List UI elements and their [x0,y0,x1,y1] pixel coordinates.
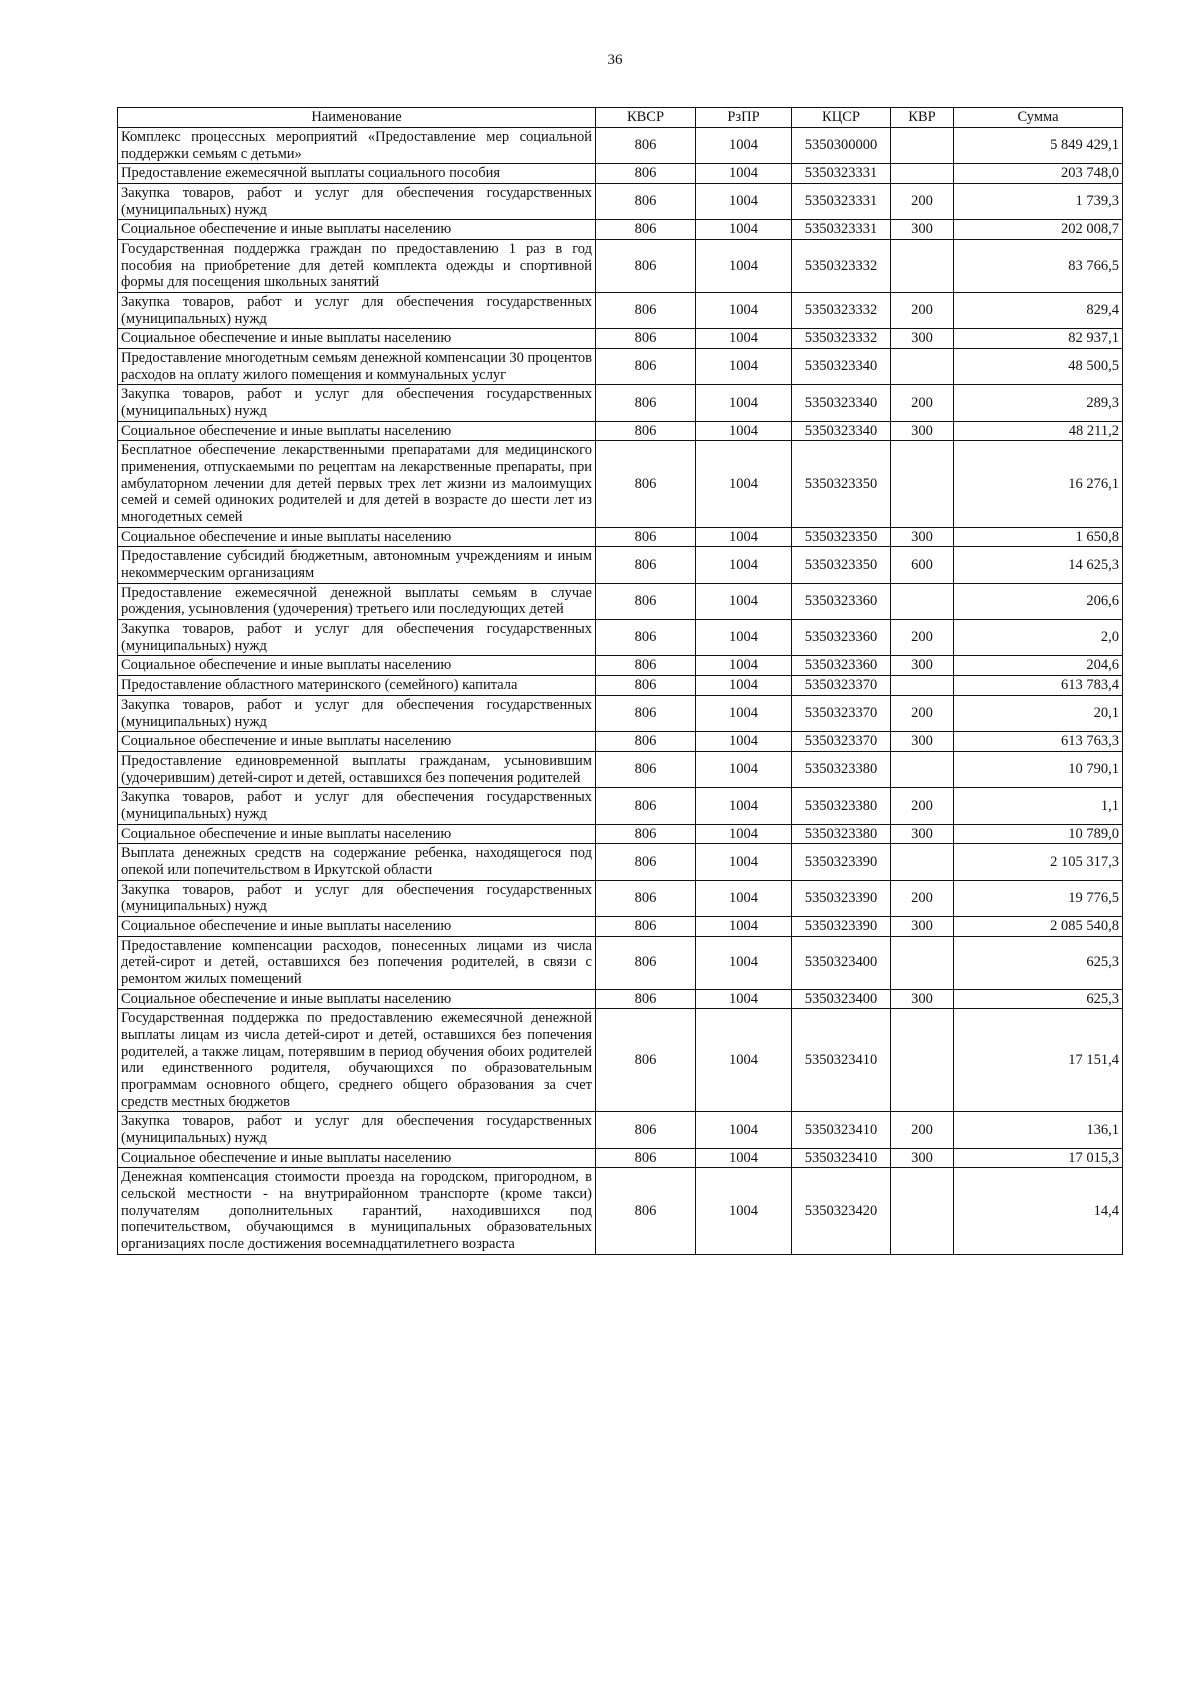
kvsr-cell: 806 [596,527,696,547]
table-row [118,527,1123,547]
kvsr-cell: 806 [596,1112,696,1148]
table-row [118,421,1123,441]
name-cell: Социальное обеспечение и иные выплаты населению [118,220,596,240]
name-cell: Социальное обеспечение и иные выплаты населению [118,527,596,547]
name-cell: Социальное обеспечение и иные выплаты населению [118,732,596,752]
kcsr-cell: 5350323332 [792,329,891,349]
kcsr-cell: 5350323370 [792,676,891,696]
kcsr-cell: 5350323331 [792,220,891,240]
kvr-cell [891,844,954,880]
kvsr-cell: 806 [596,936,696,989]
kvsr-cell: 806 [596,695,696,731]
kvr-cell: 300 [891,824,954,844]
kcsr-cell: 5350323380 [792,824,891,844]
kcsr-cell: 5350323350 [792,547,891,583]
sum-cell: 20,1 [954,695,1123,731]
sum-cell: 17 151,4 [954,1009,1123,1112]
kvr-cell: 600 [891,547,954,583]
column-header-kvsr: КВСР [596,108,696,128]
sum-cell: 204,6 [954,656,1123,676]
kvsr-cell: 806 [596,732,696,752]
column-header-rzpr: РзПР [696,108,792,128]
rzpr-cell: 1004 [696,583,792,619]
sum-cell: 625,3 [954,936,1123,989]
sum-cell: 10 790,1 [954,751,1123,787]
budget-table [117,107,1123,1255]
kvr-cell [891,240,954,293]
table-row [118,1112,1123,1148]
column-header-kcsr: КЦСР [792,108,891,128]
name-cell: Закупка товаров, работ и услуг для обеспечения государственных (муниципальных) нужд [118,695,596,731]
rzpr-cell: 1004 [696,547,792,583]
rzpr-cell: 1004 [696,676,792,696]
sum-cell: 14,4 [954,1168,1123,1254]
table-row [118,916,1123,936]
kvr-cell: 300 [891,527,954,547]
kvsr-cell: 806 [596,583,696,619]
page-number: 36 [607,52,623,68]
kvr-cell: 300 [891,989,954,1009]
rzpr-cell: 1004 [696,1168,792,1254]
kcsr-cell: 5350323331 [792,164,891,184]
kvsr-cell: 806 [596,656,696,676]
table-row [118,184,1123,220]
kvr-cell [891,583,954,619]
sum-cell: 625,3 [954,989,1123,1009]
name-cell: Социальное обеспечение и иные выплаты населению [118,329,596,349]
table-row [118,583,1123,619]
kcsr-cell: 5350300000 [792,128,891,164]
kcsr-cell: 5350323340 [792,385,891,421]
rzpr-cell: 1004 [696,989,792,1009]
sum-cell: 48 500,5 [954,349,1123,385]
kvr-cell: 300 [891,421,954,441]
rzpr-cell: 1004 [696,293,792,329]
name-cell: Социальное обеспечение и иные выплаты населению [118,824,596,844]
kvr-cell [891,349,954,385]
table-row [118,844,1123,880]
kvr-cell [891,164,954,184]
kvsr-cell: 806 [596,620,696,656]
kcsr-cell: 5350323410 [792,1009,891,1112]
rzpr-cell: 1004 [696,421,792,441]
kvr-cell [891,936,954,989]
table-row [118,385,1123,421]
kcsr-cell: 5350323360 [792,583,891,619]
name-cell: Закупка товаров, работ и услуг для обеспечения государственных (муниципальных) нужд [118,184,596,220]
kvsr-cell: 806 [596,1168,696,1254]
table-row [118,656,1123,676]
table-row [118,1009,1123,1112]
kvr-cell: 300 [891,916,954,936]
table-row [118,695,1123,731]
name-cell: Денежная компенсация стоимости проезда на городском, пригородном, в сельской местности - на внутрирайонном транспорте (кроме такси) получателям дополнительных гарантий, находившихся под попечительством, обучающимся в муниципальных образовательных организациях после достижения восемнадцатилетнего возраста [118,1168,596,1254]
kvsr-cell: 806 [596,293,696,329]
table-row [118,293,1123,329]
sum-cell: 829,4 [954,293,1123,329]
kvsr-cell: 806 [596,240,696,293]
rzpr-cell: 1004 [696,240,792,293]
table-row [118,349,1123,385]
kcsr-cell: 5350323360 [792,656,891,676]
sum-cell: 1 650,8 [954,527,1123,547]
sum-cell: 17 015,3 [954,1148,1123,1168]
table-row [118,824,1123,844]
kvr-cell: 200 [891,620,954,656]
rzpr-cell: 1004 [696,880,792,916]
kcsr-cell: 5350323390 [792,880,891,916]
kcsr-cell: 5350323390 [792,916,891,936]
kvsr-cell: 806 [596,788,696,824]
kvr-cell [891,676,954,696]
sum-cell: 136,1 [954,1112,1123,1148]
kvr-cell [891,1168,954,1254]
table-row [118,751,1123,787]
rzpr-cell: 1004 [696,695,792,731]
kvr-cell: 200 [891,184,954,220]
kcsr-cell: 5350323370 [792,695,891,731]
name-cell: Комплекс процессных мероприятий «Предоставление мер социальной поддержки семьям с детьми» [118,128,596,164]
rzpr-cell: 1004 [696,1009,792,1112]
kvsr-cell: 806 [596,220,696,240]
name-cell: Бесплатное обеспечение лекарственными препаратами для медицинского применения, отпускаемыми по рецептам на лекарственные препараты, при амбулаторном лечении для детей первых трех лет жизни из малоимущих семей и семей одиноких родителей и для детей в возрасте до шести лет из многодетных семей [118,441,596,527]
sum-cell: 1,1 [954,788,1123,824]
sum-cell: 2,0 [954,620,1123,656]
kcsr-cell: 5350323410 [792,1112,891,1148]
rzpr-cell: 1004 [696,844,792,880]
kcsr-cell: 5350323340 [792,421,891,441]
sum-cell: 1 739,3 [954,184,1123,220]
kvr-cell: 200 [891,788,954,824]
name-cell: Государственная поддержка по предоставлению ежемесячной денежной выплаты лицам из числа детей-сирот и детей, оставшихся без попечения родителей, а также лицам, потерявшим в период обучения обоих родителей или единственного родителя, обучающихся по образовательным программам основного общего, среднего общего образования за счет средств местных бюджетов [118,1009,596,1112]
rzpr-cell: 1004 [696,620,792,656]
rzpr-cell: 1004 [696,824,792,844]
sum-cell: 289,3 [954,385,1123,421]
kvsr-cell: 806 [596,1009,696,1112]
name-cell: Предоставление многодетным семьям денежной компенсации 30 процентов расходов на оплату жилого помещения и коммунальных услуг [118,349,596,385]
rzpr-cell: 1004 [696,184,792,220]
rzpr-cell: 1004 [696,1112,792,1148]
kvr-cell [891,441,954,527]
name-cell: Социальное обеспечение и иные выплаты населению [118,421,596,441]
name-cell: Закупка товаров, работ и услуг для обеспечения государственных (муниципальных) нужд [118,620,596,656]
kvsr-cell: 806 [596,421,696,441]
table-row [118,880,1123,916]
kcsr-cell: 5350323332 [792,240,891,293]
name-cell: Выплата денежных средств на содержание ребенка, находящегося под опекой или попечительством в Иркутской области [118,844,596,880]
table-row [118,1168,1123,1254]
sum-cell: 48 211,2 [954,421,1123,441]
rzpr-cell: 1004 [696,732,792,752]
rzpr-cell: 1004 [696,220,792,240]
rzpr-cell: 1004 [696,1148,792,1168]
kvsr-cell: 806 [596,128,696,164]
kvsr-cell: 806 [596,329,696,349]
table-row [118,329,1123,349]
kcsr-cell: 5350323380 [792,751,891,787]
kcsr-cell: 5350323360 [792,620,891,656]
kcsr-cell: 5350323331 [792,184,891,220]
kvsr-cell: 806 [596,1148,696,1168]
kcsr-cell: 5350323400 [792,989,891,1009]
column-header-kvr: КВР [891,108,954,128]
kvsr-cell: 806 [596,751,696,787]
table-row [118,989,1123,1009]
kvsr-cell: 806 [596,441,696,527]
sum-cell: 2 105 317,3 [954,844,1123,880]
kvsr-cell: 806 [596,989,696,1009]
table-header [118,108,1123,128]
name-cell: Предоставление ежемесячной денежной выплаты семьям в случае рождения, усыновления (удочерения) третьего или последующих детей [118,583,596,619]
name-cell: Социальное обеспечение и иные выплаты населению [118,656,596,676]
sum-cell: 10 789,0 [954,824,1123,844]
rzpr-cell: 1004 [696,751,792,787]
kcsr-cell: 5350323410 [792,1148,891,1168]
sum-cell: 203 748,0 [954,164,1123,184]
name-cell: Закупка товаров, работ и услуг для обеспечения государственных (муниципальных) нужд [118,385,596,421]
sum-cell: 613 763,3 [954,732,1123,752]
rzpr-cell: 1004 [696,128,792,164]
sum-cell: 202 008,7 [954,220,1123,240]
rzpr-cell: 1004 [696,329,792,349]
sum-cell: 5 849 429,1 [954,128,1123,164]
table-row [118,620,1123,656]
rzpr-cell: 1004 [696,916,792,936]
rzpr-cell: 1004 [696,527,792,547]
name-cell: Предоставление ежемесячной выплаты социального пособия [118,164,596,184]
sum-cell: 19 776,5 [954,880,1123,916]
rzpr-cell: 1004 [696,656,792,676]
name-cell: Социальное обеспечение и иные выплаты населению [118,1148,596,1168]
rzpr-cell: 1004 [696,441,792,527]
kvr-cell [891,751,954,787]
kvsr-cell: 806 [596,676,696,696]
name-cell: Социальное обеспечение и иные выплаты населению [118,989,596,1009]
name-cell: Закупка товаров, работ и услуг для обеспечения государственных (муниципальных) нужд [118,293,596,329]
table-row [118,936,1123,989]
table-body [118,128,1123,1255]
table-row [118,128,1123,164]
sum-cell: 2 085 540,8 [954,916,1123,936]
kvr-cell [891,128,954,164]
kcsr-cell: 5350323340 [792,349,891,385]
kvr-cell: 200 [891,1112,954,1148]
name-cell: Государственная поддержка граждан по предоставлению 1 раз в год пособия на приобретение для детей комплекта одежды и спортивной формы для посещения школьных занятий [118,240,596,293]
kvsr-cell: 806 [596,547,696,583]
column-header-name: Наименование [118,108,596,128]
rzpr-cell: 1004 [696,385,792,421]
kvr-cell: 300 [891,732,954,752]
kcsr-cell: 5350323400 [792,936,891,989]
kvr-cell: 300 [891,220,954,240]
kcsr-cell: 5350323370 [792,732,891,752]
name-cell: Предоставление субсидий бюджетным, автономным учреждениям и иным некоммерческим организациям [118,547,596,583]
sum-cell: 613 783,4 [954,676,1123,696]
kvsr-cell: 806 [596,916,696,936]
name-cell: Закупка товаров, работ и услуг для обеспечения государственных (муниципальных) нужд [118,880,596,916]
kcsr-cell: 5350323350 [792,527,891,547]
table-row [118,441,1123,527]
kvsr-cell: 806 [596,385,696,421]
rzpr-cell: 1004 [696,349,792,385]
kcsr-cell: 5350323390 [792,844,891,880]
kvsr-cell: 806 [596,164,696,184]
table-row [118,676,1123,696]
name-cell: Закупка товаров, работ и услуг для обеспечения государственных (муниципальных) нужд [118,788,596,824]
name-cell: Предоставление областного материнского (семейного) капитала [118,676,596,696]
sum-cell: 206,6 [954,583,1123,619]
column-header-sum: Сумма [954,108,1123,128]
table-row [118,164,1123,184]
kcsr-cell: 5350323420 [792,1168,891,1254]
table-row [118,788,1123,824]
kvr-cell: 200 [891,695,954,731]
kvsr-cell: 806 [596,349,696,385]
kcsr-cell: 5350323332 [792,293,891,329]
kvr-cell [891,1009,954,1112]
sum-cell: 16 276,1 [954,441,1123,527]
sum-cell: 82 937,1 [954,329,1123,349]
kvsr-cell: 806 [596,184,696,220]
sum-cell: 14 625,3 [954,547,1123,583]
kvsr-cell: 806 [596,880,696,916]
name-cell: Закупка товаров, работ и услуг для обеспечения государственных (муниципальных) нужд [118,1112,596,1148]
rzpr-cell: 1004 [696,164,792,184]
kvr-cell: 300 [891,1148,954,1168]
kvr-cell: 200 [891,880,954,916]
kvr-cell: 200 [891,385,954,421]
kvsr-cell: 806 [596,844,696,880]
rzpr-cell: 1004 [696,936,792,989]
name-cell: Предоставление компенсации расходов, понесенных лицами из числа детей-сирот и детей, оставшихся без попечения родителей, в связи с ремонтом жилых помещений [118,936,596,989]
table-row [118,547,1123,583]
kcsr-cell: 5350323380 [792,788,891,824]
kvsr-cell: 806 [596,824,696,844]
kvr-cell: 300 [891,329,954,349]
name-cell: Предоставление единовременной выплаты гражданам, усыновившим (удочерившим) детей-сирот и детей, оставшихся без попечения родителей [118,751,596,787]
sum-cell: 83 766,5 [954,240,1123,293]
name-cell: Социальное обеспечение и иные выплаты населению [118,916,596,936]
kvr-cell: 300 [891,656,954,676]
table-row [118,240,1123,293]
table-row [118,220,1123,240]
kcsr-cell: 5350323350 [792,441,891,527]
table-row [118,1148,1123,1168]
table-row [118,732,1123,752]
rzpr-cell: 1004 [696,788,792,824]
kvr-cell: 200 [891,293,954,329]
